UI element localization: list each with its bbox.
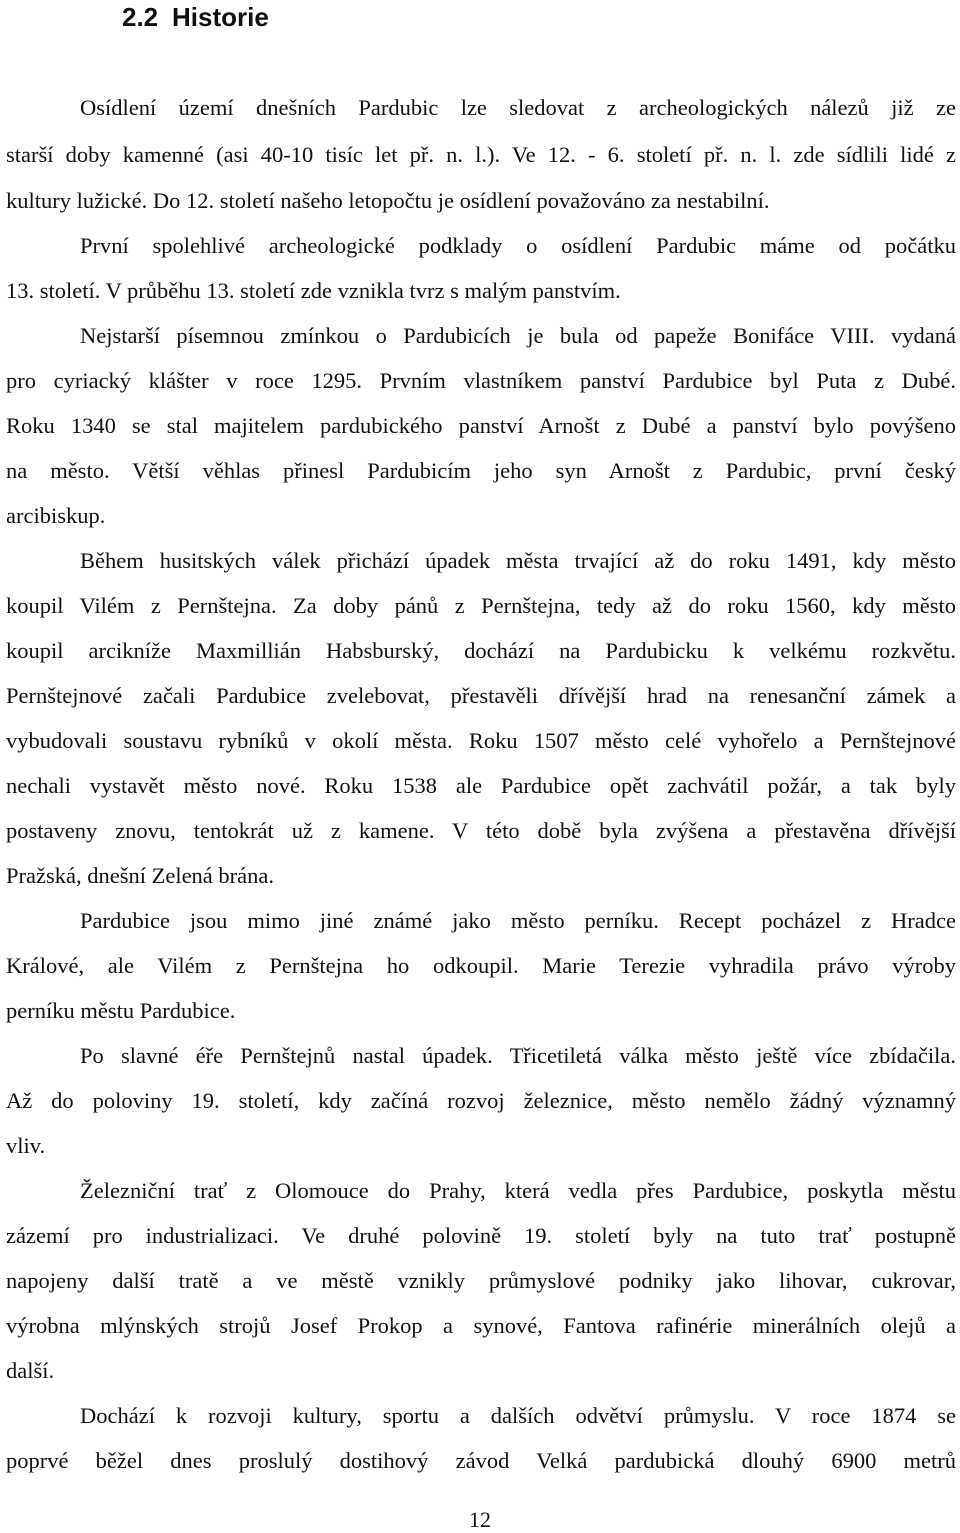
text-line: Králové, ale Vilém z Pernštejna ho odkoupil. Marie Terezie vyhradila právo výroby: [6, 953, 956, 978]
text-line: Pernštejnové začali Pardubice zvelebovat, přestavěli dřívější hrad na renesanční zámek a: [6, 683, 956, 708]
text-line: První spolehlivé archeologické podklady o osídlení Pardubic máme od počátku: [80, 233, 956, 258]
text-line: arcibiskup.: [6, 503, 106, 528]
text-line: 13. století. V průběhu 13. století zde vznikla tvrz s malým panstvím.: [6, 278, 621, 303]
text-line: koupil Vilém z Pernštejna. Za doby pánů z Pernštejna, tedy až do roku 1560, kdy město: [6, 593, 956, 618]
text-line: zázemí pro industrializaci. Ve druhé polovině 19. století byly na tuto trať postupně: [6, 1223, 956, 1248]
text-line: vliv.: [6, 1133, 46, 1158]
text-line: další.: [6, 1358, 55, 1383]
text-line: Pardubice jsou mimo jiné známé jako město perníku. Recept pocházel z Hradce: [80, 908, 956, 933]
text-line: starší doby kamenné (asi 40-10 tisíc let př. n. l.). Ve 12. - 6. století př. n. l. zde sídlili lidé z: [6, 142, 956, 167]
text-line: na město. Větší věhlas přinesl Pardubicím jeho syn Arnošt z Pardubic, první český: [6, 458, 956, 483]
text-line: Dochází k rozvoji kultury, sportu a dalších odvětví průmyslu. V roce 1874 se: [80, 1403, 956, 1428]
text-line: nechali vystavět město nové. Roku 1538 ale Pardubice opět zachvátil požár, a tak byly: [6, 773, 956, 798]
text-line: výrobna mlýnských strojů Josef Prokop a synové, Fantova rafinérie minerálních olejů a: [6, 1313, 956, 1338]
text-line: Nejstarší písemnou zmínkou o Pardubicích je bula od papeže Bonifáce VIII. vydaná: [80, 323, 956, 348]
text-line: Až do poloviny 19. století, kdy začíná rozvoj železnice, město nemělo žádný významný: [6, 1088, 956, 1113]
text-line: Po slavné éře Pernštejnů nastal úpadek. Třicetiletá válka město ještě více zbídačila.: [80, 1043, 956, 1068]
section-title: Historie: [172, 2, 269, 32]
text-line: kultury lužické. Do 12. století našeho letopočtu je osídlení považováno za nestabilní.: [6, 188, 770, 213]
text-line: poprvé běžel dnes proslulý dostihový závod Velká pardubická dlouhý 6900 metrů: [6, 1448, 956, 1473]
text-line: Pražská, dnešní Zelená brána.: [6, 863, 275, 888]
text-line: napojeny další tratě a ve městě vznikly průmyslové podniky jako lihovar, cukrovar,: [6, 1268, 956, 1293]
text-line: Osídlení území dnešních Pardubic lze sledovat z archeologických nálezů již ze: [80, 95, 956, 120]
text-line: pro cyriacký klášter v roce 1295. Prvním vlastníkem panství Pardubice byl Puta z Dubé.: [6, 368, 956, 393]
text-line: vybudovali soustavu rybníků v okolí města. Roku 1507 město celé vyhořelo a Pernštejnové: [6, 728, 956, 753]
section-heading: [122, 0, 269, 34]
text-line: Během husitských válek přichází úpadek města trvající až do roku 1491, kdy město: [80, 548, 956, 573]
text-line: koupil arcikníže Maxmillián Habsburský, dochází na Pardubicku k velkému rozkvětu.: [6, 638, 956, 663]
text-line: Železniční trať z Olomouce do Prahy, která vedla přes Pardubice, poskytla městu: [80, 1178, 956, 1203]
text-line: postaveny znovu, tentokrát už z kamene. V této době byla zvýšena a přestavěna dřívější: [6, 818, 956, 843]
section-number: 2.2: [122, 2, 159, 32]
text-line: Roku 1340 se stal majitelem pardubického panství Arnošt z Dubé a panství bylo povýšeno: [6, 413, 956, 438]
page-number: 12: [469, 1507, 491, 1532]
text-line: perníku městu Pardubice.: [6, 998, 236, 1023]
